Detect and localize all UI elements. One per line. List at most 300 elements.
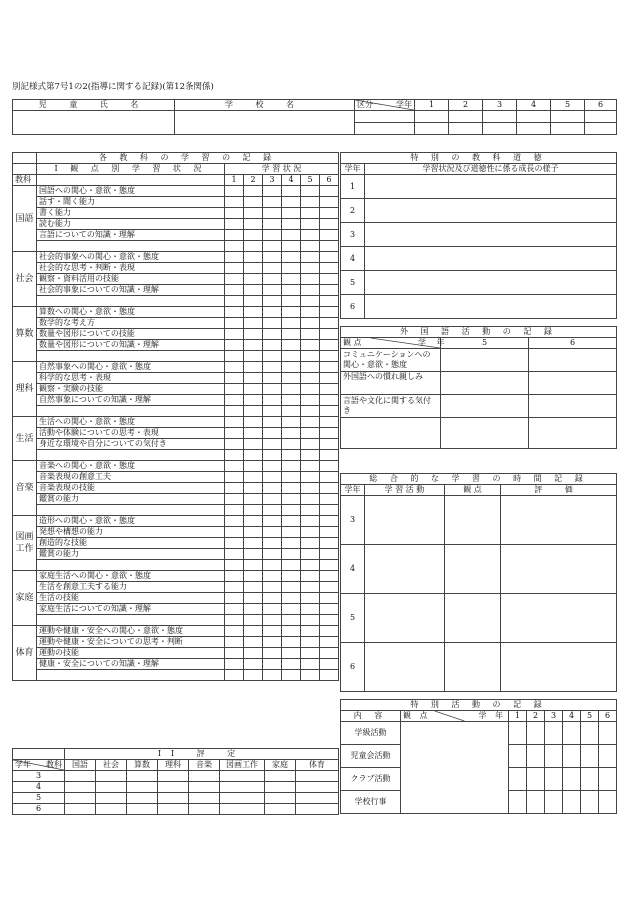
grade-cell[interactable]: [244, 186, 263, 197]
grade-cell[interactable]: [263, 274, 282, 285]
special-grade-cell[interactable]: [563, 791, 581, 814]
moral-description-field[interactable]: [365, 223, 617, 247]
special-grade-cell[interactable]: [599, 745, 617, 768]
grade-cell[interactable]: [301, 494, 320, 505]
grade-cell[interactable]: [320, 384, 339, 395]
grade-cell[interactable]: [320, 494, 339, 505]
subject-grade-col-5: 5: [301, 175, 320, 186]
student-name-field[interactable]: [13, 111, 175, 135]
grade-cell[interactable]: [225, 538, 244, 549]
grade-cell[interactable]: [282, 329, 301, 340]
grade-cell[interactable]: [282, 494, 301, 505]
moral-description-field[interactable]: [365, 175, 617, 199]
grade-cell[interactable]: [225, 516, 244, 527]
grade-cell[interactable]: [263, 197, 282, 208]
integrated-activity-field[interactable]: [365, 643, 445, 692]
grade-cell[interactable]: [244, 593, 263, 604]
evaluation-row: [13, 771, 339, 782]
grade-cell[interactable]: [320, 472, 339, 483]
grade-cell[interactable]: [244, 516, 263, 527]
grade-cell[interactable]: [301, 307, 320, 318]
grade-cell[interactable]: [225, 439, 244, 450]
grade-cell[interactable]: [244, 626, 263, 637]
grade-cell[interactable]: [244, 263, 263, 274]
evaluation-cell[interactable]: [96, 771, 127, 782]
subject-row: [13, 516, 339, 527]
grade-cell[interactable]: [263, 263, 282, 274]
grade-cell[interactable]: [225, 417, 244, 428]
grade-cell[interactable]: [244, 208, 263, 219]
grade-cell[interactable]: [225, 307, 244, 318]
grade-cell[interactable]: [225, 274, 244, 285]
grade-cell[interactable]: [301, 483, 320, 494]
grade-cell[interactable]: [301, 593, 320, 604]
grade-cell[interactable]: [282, 252, 301, 263]
evaluation-cell[interactable]: [96, 793, 127, 804]
grade-cell[interactable]: [263, 329, 282, 340]
grade-cell[interactable]: [282, 626, 301, 637]
grade-cell[interactable]: [320, 373, 339, 384]
grade-cell[interactable]: [244, 582, 263, 593]
header-grade-1: 1: [415, 100, 449, 111]
integrated-activity-field[interactable]: [365, 545, 445, 594]
grade-cell[interactable]: [301, 329, 320, 340]
grade-cell[interactable]: [301, 186, 320, 197]
evaluation-cell[interactable]: [296, 771, 339, 782]
grade-cell[interactable]: [301, 428, 320, 439]
grade-cell[interactable]: [263, 593, 282, 604]
grade-cell[interactable]: [320, 230, 339, 241]
grade-cell[interactable]: [244, 197, 263, 208]
grade-cell[interactable]: [263, 571, 282, 582]
grade-cell[interactable]: [282, 395, 301, 406]
grade-cell[interactable]: [263, 461, 282, 472]
grade-cell[interactable]: [301, 571, 320, 582]
grade-cell[interactable]: [244, 483, 263, 494]
special-grade-cell[interactable]: [563, 745, 581, 768]
grade-cell[interactable]: [263, 483, 282, 494]
grade-cell[interactable]: [301, 285, 320, 296]
grade-cell[interactable]: [263, 318, 282, 329]
integrated-eval-field[interactable]: [501, 545, 617, 594]
grade-cell[interactable]: [225, 252, 244, 263]
grade-cell[interactable]: [320, 659, 339, 670]
grade-cell[interactable]: [263, 252, 282, 263]
special-grade-cell[interactable]: [581, 791, 599, 814]
grade-cell[interactable]: [282, 186, 301, 197]
special-grade-cell[interactable]: [509, 768, 527, 791]
grade-cell[interactable]: [282, 439, 301, 450]
special-grade-cell[interactable]: [581, 745, 599, 768]
grade-cell[interactable]: [263, 340, 282, 351]
moral-description-field[interactable]: [365, 271, 617, 295]
grade-cell[interactable]: [244, 307, 263, 318]
grade-cell[interactable]: [244, 439, 263, 450]
grade-cell[interactable]: [244, 362, 263, 373]
eval-subject-kokugo: 国語: [65, 760, 96, 771]
grade-cell[interactable]: [263, 362, 282, 373]
grade-cell[interactable]: [320, 252, 339, 263]
grade-cell[interactable]: [282, 472, 301, 483]
special-grade-cell[interactable]: [545, 722, 563, 745]
grade-cell[interactable]: [263, 373, 282, 384]
grade-cell[interactable]: [263, 417, 282, 428]
grade-cell[interactable]: [320, 637, 339, 648]
special-grade-cell[interactable]: [527, 722, 545, 745]
integrated-viewpoint-field[interactable]: [445, 496, 501, 545]
special-grade-cell[interactable]: [509, 722, 527, 745]
grade-cell[interactable]: [244, 252, 263, 263]
grade-cell[interactable]: [301, 604, 320, 615]
grade-cell[interactable]: [244, 340, 263, 351]
grade-cell[interactable]: [320, 461, 339, 472]
evaluation-cell[interactable]: [65, 782, 96, 793]
grade-cell[interactable]: [263, 527, 282, 538]
grade-cell[interactable]: [301, 219, 320, 230]
evaluation-cell[interactable]: [220, 793, 265, 804]
grade-cell[interactable]: [301, 549, 320, 560]
moral-description-field[interactable]: [365, 199, 617, 223]
grade-cell[interactable]: [320, 483, 339, 494]
grade-cell[interactable]: [282, 362, 301, 373]
grade-cell[interactable]: [301, 626, 320, 637]
grade-cell[interactable]: [301, 461, 320, 472]
grade-cell[interactable]: [225, 461, 244, 472]
grade-cell[interactable]: [282, 516, 301, 527]
grade-cell[interactable]: [244, 219, 263, 230]
grade-cell[interactable]: [244, 395, 263, 406]
grade-cell[interactable]: [225, 318, 244, 329]
grade-cell[interactable]: [320, 274, 339, 285]
grade-cell[interactable]: [301, 659, 320, 670]
evaluation-cell[interactable]: [127, 804, 158, 815]
evaluation-cell[interactable]: [265, 793, 296, 804]
grade-cell[interactable]: [301, 582, 320, 593]
special-grade-cell[interactable]: [545, 745, 563, 768]
grade-cell[interactable]: [282, 318, 301, 329]
grade-cell[interactable]: [225, 593, 244, 604]
grade-cell[interactable]: [320, 527, 339, 538]
grade-cell[interactable]: [301, 274, 320, 285]
grade-cell[interactable]: [244, 527, 263, 538]
grade-cell[interactable]: [320, 582, 339, 593]
grade-cell[interactable]: [225, 626, 244, 637]
evaluation-grade: 3: [13, 771, 65, 782]
grade-cell[interactable]: [225, 483, 244, 494]
grade-cell[interactable]: [282, 219, 301, 230]
special-grade-cell[interactable]: [563, 722, 581, 745]
grade-cell[interactable]: [320, 593, 339, 604]
grade-cell[interactable]: [244, 384, 263, 395]
evaluation-cell[interactable]: [127, 782, 158, 793]
grade-cell[interactable]: [225, 329, 244, 340]
grade-cell[interactable]: [244, 329, 263, 340]
grade-cell[interactable]: [244, 373, 263, 384]
grade-cell[interactable]: [301, 318, 320, 329]
special-grade-cell[interactable]: [527, 791, 545, 814]
grade-cell[interactable]: [263, 307, 282, 318]
grade-cell[interactable]: [282, 384, 301, 395]
grade-cell[interactable]: [320, 285, 339, 296]
grade-cell[interactable]: [282, 538, 301, 549]
grade-cell[interactable]: [320, 571, 339, 582]
grade-cell[interactable]: [244, 549, 263, 560]
grade-cell[interactable]: [320, 549, 339, 560]
grade-cell[interactable]: [320, 329, 339, 340]
grade-cell[interactable]: [263, 428, 282, 439]
grade-cell[interactable]: [263, 626, 282, 637]
evaluation-cell[interactable]: [127, 793, 158, 804]
integrated-viewpoint-field[interactable]: [445, 545, 501, 594]
grade-cell[interactable]: [225, 340, 244, 351]
special-grade-cell[interactable]: [599, 722, 617, 745]
special-grade-cell[interactable]: [509, 745, 527, 768]
grade-cell[interactable]: [244, 659, 263, 670]
grade-cell[interactable]: [244, 637, 263, 648]
grade-cell[interactable]: [225, 219, 244, 230]
grade-cell[interactable]: [225, 494, 244, 505]
special-grade-cell[interactable]: [527, 745, 545, 768]
grade-cell[interactable]: [225, 395, 244, 406]
grade-cell[interactable]: [320, 318, 339, 329]
grade-cell[interactable]: [282, 637, 301, 648]
grade-cell[interactable]: [282, 417, 301, 428]
evaluation-cell[interactable]: [265, 771, 296, 782]
grade-cell[interactable]: [244, 461, 263, 472]
evaluation-cell[interactable]: [158, 771, 189, 782]
grade-cell[interactable]: [225, 648, 244, 659]
grade-cell[interactable]: [301, 384, 320, 395]
grade-cell[interactable]: [301, 197, 320, 208]
grade-cell[interactable]: [225, 428, 244, 439]
grade-cell[interactable]: [320, 208, 339, 219]
grade-cell[interactable]: [244, 285, 263, 296]
grade-cell[interactable]: [244, 538, 263, 549]
integrated-viewpoint-field[interactable]: [445, 594, 501, 643]
grade-cell[interactable]: [301, 417, 320, 428]
grade-cell[interactable]: [263, 604, 282, 615]
grade-cell[interactable]: [301, 439, 320, 450]
grade-cell[interactable]: [244, 274, 263, 285]
evaluation-cell[interactable]: [65, 771, 96, 782]
integrated-activity-field[interactable]: [365, 496, 445, 545]
evaluation-cell[interactable]: [265, 782, 296, 793]
special-grade-cell[interactable]: [599, 768, 617, 791]
grade-cell[interactable]: [301, 373, 320, 384]
grade-cell[interactable]: [263, 637, 282, 648]
grade-cell[interactable]: [225, 186, 244, 197]
grade-cell[interactable]: [282, 659, 301, 670]
grade-cell[interactable]: [282, 648, 301, 659]
special-grade-cell[interactable]: [581, 722, 599, 745]
grade-cell[interactable]: [263, 186, 282, 197]
grade-cell[interactable]: [244, 648, 263, 659]
grade-cell[interactable]: [301, 252, 320, 263]
grade-cell[interactable]: [263, 395, 282, 406]
grade-cell[interactable]: [263, 582, 282, 593]
evaluation-cell[interactable]: [158, 793, 189, 804]
evaluation-cell[interactable]: [127, 771, 158, 782]
grade-cell[interactable]: [301, 527, 320, 538]
grade-cell[interactable]: [244, 417, 263, 428]
evaluation-cell[interactable]: [96, 804, 127, 815]
grade-cell[interactable]: [320, 439, 339, 450]
integrated-activity-field[interactable]: [365, 594, 445, 643]
subject-row: [13, 230, 339, 241]
grade-cell[interactable]: [301, 208, 320, 219]
grade-cell[interactable]: [244, 571, 263, 582]
grade-cell[interactable]: [263, 659, 282, 670]
grade-cell[interactable]: [244, 494, 263, 505]
grade-cell[interactable]: [263, 648, 282, 659]
special-grade-cell[interactable]: [545, 791, 563, 814]
grade-cell[interactable]: [301, 230, 320, 241]
evaluation-cell[interactable]: [189, 804, 220, 815]
grade-cell[interactable]: [225, 230, 244, 241]
grade-cell[interactable]: [263, 516, 282, 527]
grade-cell[interactable]: [282, 428, 301, 439]
grade-cell[interactable]: [282, 593, 301, 604]
evaluation-cell[interactable]: [65, 793, 96, 804]
grade-cell[interactable]: [225, 384, 244, 395]
grade-cell[interactable]: [301, 362, 320, 373]
grade-cell[interactable]: [263, 538, 282, 549]
grade-cell[interactable]: [320, 626, 339, 637]
grade-cell[interactable]: [320, 417, 339, 428]
grade-cell[interactable]: [282, 483, 301, 494]
integrated-eval-field[interactable]: [501, 594, 617, 643]
grade-cell[interactable]: [244, 318, 263, 329]
evaluation-cell[interactable]: [220, 771, 265, 782]
grade-cell[interactable]: [225, 582, 244, 593]
grade-cell[interactable]: [301, 395, 320, 406]
grade-cell[interactable]: [282, 263, 301, 274]
grade-cell[interactable]: [301, 648, 320, 659]
grade-cell[interactable]: [320, 307, 339, 318]
grade-cell[interactable]: [320, 362, 339, 373]
grade-cell[interactable]: [282, 274, 301, 285]
grade-cell[interactable]: [320, 340, 339, 351]
moral-description-field[interactable]: [365, 295, 617, 319]
evaluation-cell[interactable]: [158, 782, 189, 793]
grade-cell[interactable]: [225, 263, 244, 274]
grade-cell[interactable]: [225, 373, 244, 384]
grade-cell[interactable]: [301, 340, 320, 351]
grade-cell[interactable]: [282, 549, 301, 560]
grade-cell[interactable]: [320, 197, 339, 208]
grade-cell[interactable]: [301, 637, 320, 648]
grade-cell[interactable]: [282, 527, 301, 538]
grade-cell[interactable]: [225, 472, 244, 483]
grade-cell[interactable]: [263, 285, 282, 296]
grade-cell[interactable]: [320, 219, 339, 230]
grade-cell[interactable]: [225, 362, 244, 373]
grade-cell[interactable]: [282, 604, 301, 615]
grade-cell[interactable]: [263, 219, 282, 230]
evaluation-cell[interactable]: [296, 782, 339, 793]
grade-cell[interactable]: [225, 604, 244, 615]
grade-cell[interactable]: [282, 340, 301, 351]
school-name-field[interactable]: [175, 111, 355, 135]
grade-cell[interactable]: [301, 538, 320, 549]
special-grade-cell[interactable]: [527, 768, 545, 791]
evaluation-cell[interactable]: [158, 804, 189, 815]
grade-cell[interactable]: [225, 285, 244, 296]
grade-cell[interactable]: [320, 648, 339, 659]
special-grade-cell[interactable]: [599, 791, 617, 814]
grade-cell[interactable]: [282, 461, 301, 472]
grade-cell[interactable]: [282, 197, 301, 208]
grade-cell[interactable]: [282, 582, 301, 593]
grade-cell[interactable]: [301, 263, 320, 274]
grade-cell[interactable]: [282, 285, 301, 296]
grade-cell[interactable]: [282, 307, 301, 318]
grade-cell[interactable]: [263, 230, 282, 241]
evaluation-cell[interactable]: [220, 782, 265, 793]
evaluation-cell[interactable]: [189, 771, 220, 782]
grade-cell[interactable]: [263, 494, 282, 505]
grade-cell[interactable]: [301, 516, 320, 527]
grade-cell[interactable]: [225, 659, 244, 670]
grade-cell[interactable]: [320, 538, 339, 549]
evaluation-cell[interactable]: [296, 793, 339, 804]
grade-cell[interactable]: [225, 571, 244, 582]
grade-cell[interactable]: [225, 208, 244, 219]
grade-cell[interactable]: [282, 373, 301, 384]
special-viewpoint-field[interactable]: [401, 722, 509, 814]
evaluation-cell[interactable]: [296, 804, 339, 815]
grade-cell[interactable]: [263, 472, 282, 483]
evaluation-cell[interactable]: [265, 804, 296, 815]
grade-cell[interactable]: [263, 439, 282, 450]
moral-description-field[interactable]: [365, 247, 617, 271]
grade-cell[interactable]: [320, 263, 339, 274]
evaluation-cell[interactable]: [189, 793, 220, 804]
integrated-viewpoint-field[interactable]: [445, 643, 501, 692]
grade-cell[interactable]: [263, 549, 282, 560]
grade-cell[interactable]: [320, 516, 339, 527]
integrated-eval-field[interactable]: [501, 643, 617, 692]
grade-cell[interactable]: [282, 208, 301, 219]
integrated-eval-field[interactable]: [501, 496, 617, 545]
grade-cell[interactable]: [244, 472, 263, 483]
special-grade-cell[interactable]: [563, 768, 581, 791]
grade-cell[interactable]: [225, 637, 244, 648]
grade-cell[interactable]: [320, 604, 339, 615]
evaluation-cell[interactable]: [220, 804, 265, 815]
grade-cell[interactable]: [320, 186, 339, 197]
grade-cell[interactable]: [225, 549, 244, 560]
grade-cell[interactable]: [320, 428, 339, 439]
grade-cell[interactable]: [301, 472, 320, 483]
grade-cell[interactable]: [320, 395, 339, 406]
special-grade-cell[interactable]: [509, 791, 527, 814]
grade-cell[interactable]: [244, 230, 263, 241]
grade-cell[interactable]: [282, 230, 301, 241]
grade-cell[interactable]: [263, 208, 282, 219]
special-grade-cell[interactable]: [581, 768, 599, 791]
grade-cell[interactable]: [225, 527, 244, 538]
grade-cell[interactable]: [282, 571, 301, 582]
evaluation-cell[interactable]: [96, 782, 127, 793]
special-grade-cell[interactable]: [545, 768, 563, 791]
grade-cell[interactable]: [244, 428, 263, 439]
grade-cell[interactable]: [225, 197, 244, 208]
grade-cell[interactable]: [244, 604, 263, 615]
evaluation-cell[interactable]: [189, 782, 220, 793]
evaluation-cell[interactable]: [65, 804, 96, 815]
grade-cell[interactable]: [263, 384, 282, 395]
